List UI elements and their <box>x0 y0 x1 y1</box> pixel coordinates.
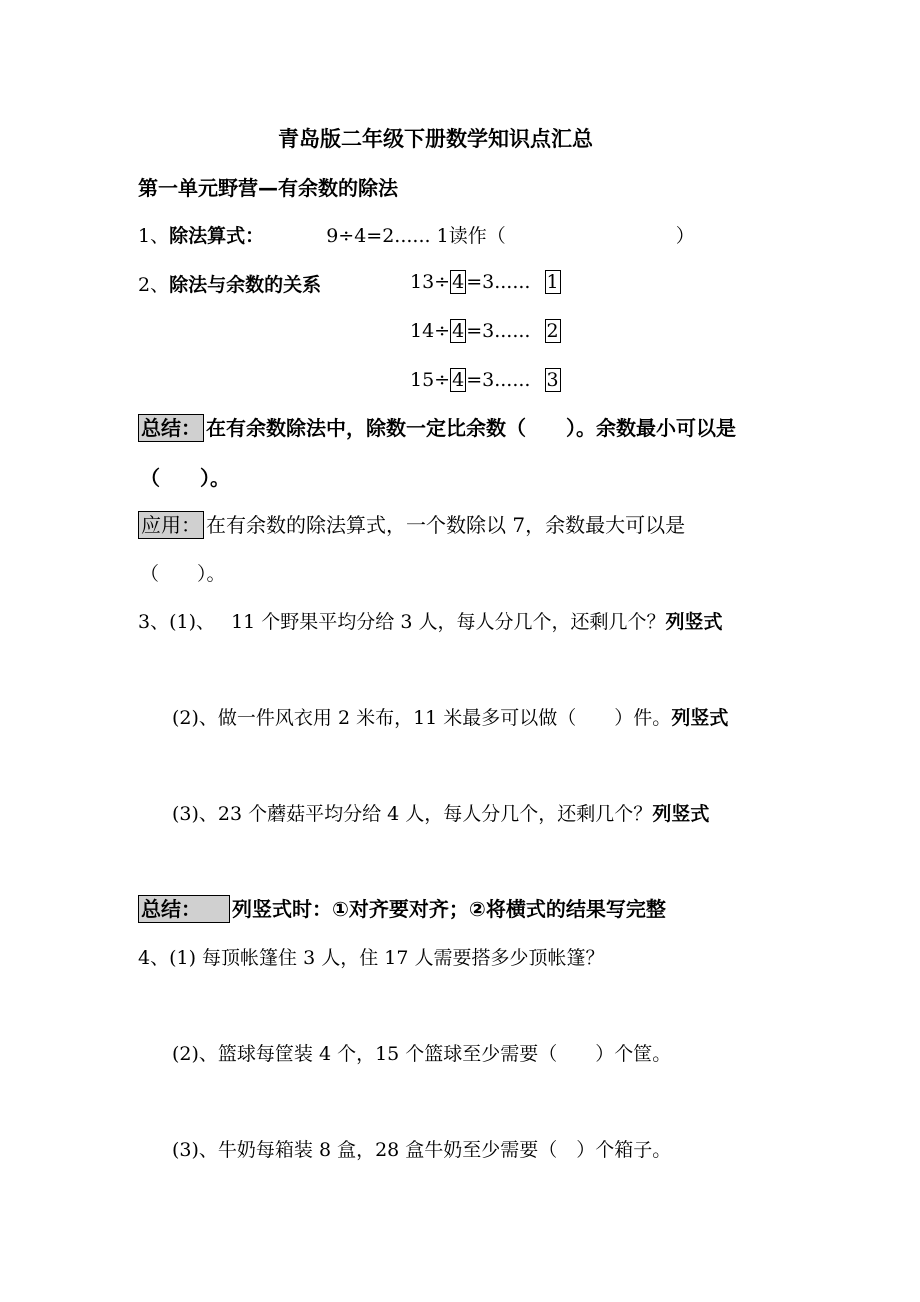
relation-row <box>410 368 561 392</box>
section-1 <box>138 221 695 248</box>
question-prefix: 3、(1)、 <box>138 611 216 633</box>
question-text: (3)、23 个蘑菇平均分给 4 人，每人分几个，还剩几个？ <box>172 803 653 825</box>
remainder-box: 3 <box>546 369 559 391</box>
section-1-number: 1、 <box>138 225 170 247</box>
relation-row <box>410 270 561 294</box>
section-2-heading <box>138 270 321 297</box>
summary-tag: 总结： <box>138 414 204 442</box>
vertical-form-label: 列竖式 <box>671 707 729 729</box>
section-3-question-3 <box>172 799 709 826</box>
quotient: =3...... <box>466 271 531 293</box>
read-as-label: 读作（ <box>448 225 506 247</box>
summary-2-text: 列竖式时：①对齐要对齐；②将横式的结果写完整 <box>232 897 666 921</box>
vertical-form-label: 列竖式 <box>652 803 710 825</box>
summary-1-line2: （ ）。 <box>140 466 230 490</box>
section-3-question-1 <box>138 607 722 634</box>
section-4-question-1: 4、(1) 每顶帐篷住 3 人，住 17 人需要搭多少顶帐篷？ <box>138 947 605 969</box>
read-as-close: ） <box>675 225 695 247</box>
summary-1 <box>138 412 736 442</box>
application-line2: （ ）。 <box>140 563 226 585</box>
section-3-question-2 <box>172 703 728 730</box>
application-line1: 在有余数的除法算式，一个数除以 7，余数最大可以是 <box>206 513 686 537</box>
summary-1-line1: 在有余数除法中，除数一定比余数（ ）。余数最小可以是 <box>206 416 736 440</box>
divisor-box: 4 <box>452 320 465 342</box>
question-text: 11 个野果平均分给 3 人，每人分几个，还剩几个？ <box>231 611 666 633</box>
application <box>138 509 685 539</box>
section-2-number: 2、 <box>138 274 170 296</box>
quotient: =3...... <box>466 369 531 391</box>
remainder-box: 1 <box>546 271 559 293</box>
vertical-form-label: 列竖式 <box>665 611 723 633</box>
dividend: 15÷ <box>410 369 451 391</box>
divisor-box: 4 <box>452 369 465 391</box>
unit-heading: 第一单元野营—有余数的除法 <box>138 176 398 200</box>
dividend: 14÷ <box>410 320 451 342</box>
division-remainder: 1 <box>436 225 449 247</box>
dividend: 13÷ <box>410 271 451 293</box>
section-4-question-3: (3)、牛奶每箱装 8 盒，28 盒牛奶至少需要（ ）个箱子。 <box>172 1139 672 1161</box>
division-expression: 9÷4=2...... <box>326 225 431 247</box>
page-title: 青岛版二年级下册数学知识点汇总 <box>278 127 593 151</box>
relation-row <box>410 319 561 343</box>
quotient: =3...... <box>466 320 531 342</box>
question-text: (2)、做一件风衣用 2 米布，11 米最多可以做（ ）件。 <box>172 707 672 729</box>
summary-tag: 总结： <box>138 895 230 923</box>
section-2-label: 除法与余数的关系 <box>169 274 322 296</box>
remainder-box: 2 <box>546 320 559 342</box>
divisor-box: 4 <box>452 271 465 293</box>
section-1-label: 除法算式： <box>169 225 265 247</box>
application-tag: 应用： <box>138 511 204 539</box>
summary-2 <box>138 893 666 923</box>
section-4-question-2: (2)、篮球每筐装 4 个，15 个篮球至少需要（ ）个筐。 <box>172 1043 672 1065</box>
